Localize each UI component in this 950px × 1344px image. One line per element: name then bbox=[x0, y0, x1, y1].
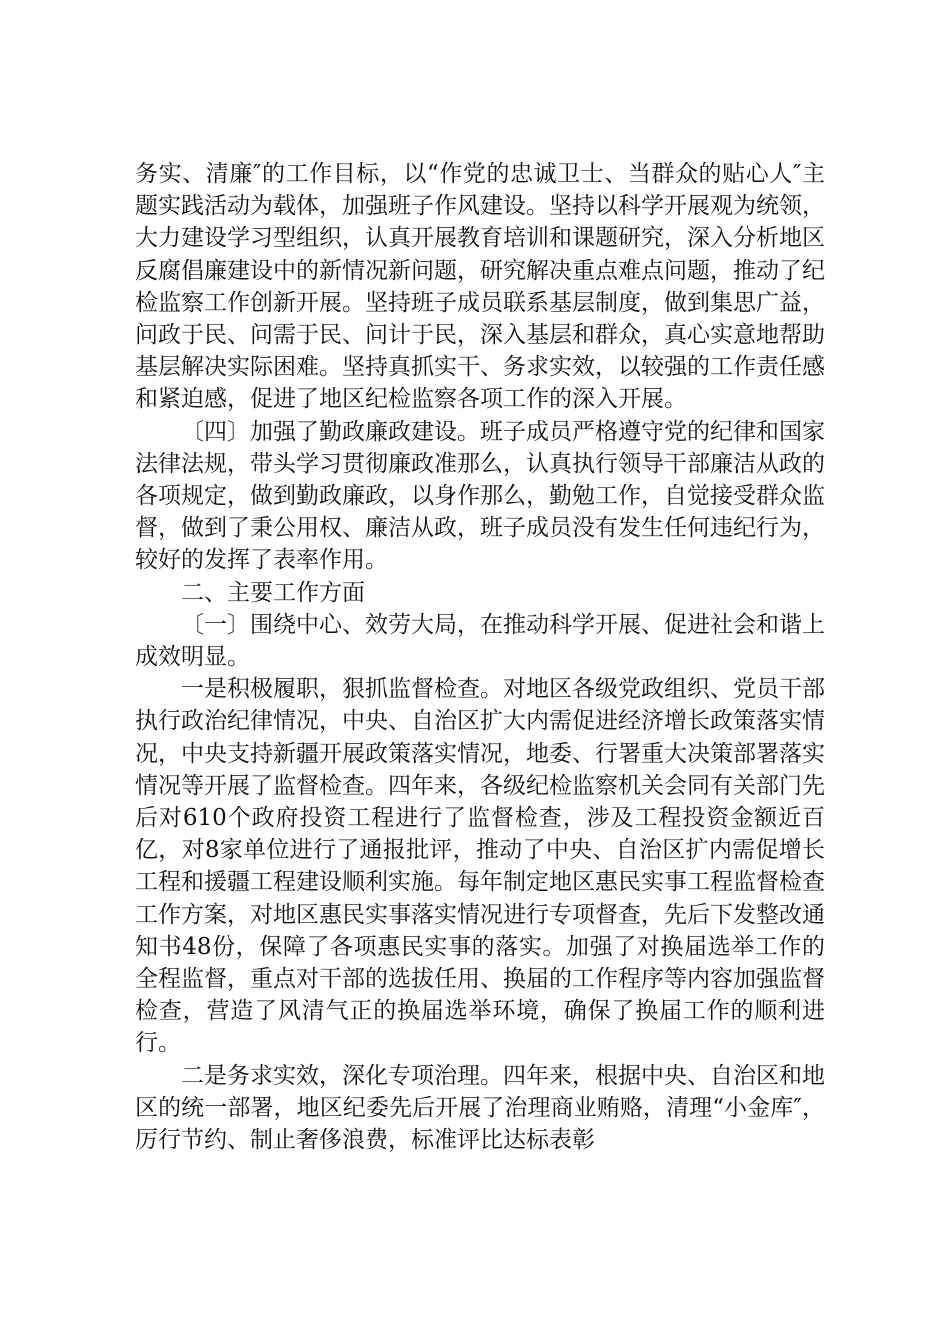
document-page bbox=[135, 158, 825, 1156]
section-heading-main-work: 二、主要工作方面 bbox=[181, 579, 365, 606]
subheading-serve-center: 〔一〕围绕中心、效劳大局，在推动科学开展、促进社会和谐上成效明显。 bbox=[135, 611, 825, 671]
paragraph-diligence-integrity: 〔四〕加强了勤政廉政建设。班子成员严格遵守党的纪律和国家法律法规，带头学习贯彻廉政准那么，认真执行领导干部廉洁从政的各项规定，做到勤政廉政，以身作那么，勤勉工作，自觉接受群众监督，做到了秉公用权、廉洁从政，班子成员没有发生任何违纪行为，较好的发挥了表率作用。 bbox=[135, 418, 825, 574]
paragraph-work-style: 务实、清廉″的工作目标，以“作党的忠诚卫士、当群众的贴心人″主题实践活动为载体，加强班子作风建设。坚持以科学开展观为统领，大力建设学习型组织，认真开展教育培训和课题研究，深入分析地区反腐倡廉建设中的新情况新问题，研究解决重点难点问题，推动了纪检监察工作创新开展。坚持班子成员联系基层制度，做到集思广益，问政于民、问需于民、问计于民，深入基层和群众，真心实意地帮助基层解决实际困难。坚持真抓实干、务求实效，以较强的工作责任感和紧迫感，促进了地区纪检监察各项工作的深入开展。 bbox=[135, 161, 825, 413]
paragraph-supervision-inspection: 一是积极履职，狠抓监督检查。对地区各级党政组织、党员干部执行政治纪律情况，中央、自治区扩大内需促进经济增长政策落实情况，中央支持新疆开展政策落实情况，地委、行署重大决策部署落实情况等开展了监督检查。四年来，各级纪检监察机关会同有关部门先后对610个政府投资工程进行了监督检查，涉及工程投资金额近百亿，对8家单位进行了通报批评，推动了中央、自治区扩内需促增长工程和援疆工程建设顺利实施。每年制定地区惠民实事工程监督检查工作方案，对地区惠民实事落实情况进行专项督查，先后下发整改通知书48份，保障了各项惠民实事的落实。加强了对换届选举工作的全程监督，重点对干部的选拔任用、换届的工作程序等内容加强监督检查，营造了风清气正的换届选举环境，确保了换届工作的顺利进行。 bbox=[135, 676, 825, 1057]
paragraph-special-governance: 二是务求实效，深化专项治理。四年来，根据中央、自治区和地区的统一部署，地区纪委先后开展了治理商业贿赂，清理“小金库″，厉行节约、制止奢侈浪费，标准评比达标表彰 bbox=[135, 1062, 825, 1154]
